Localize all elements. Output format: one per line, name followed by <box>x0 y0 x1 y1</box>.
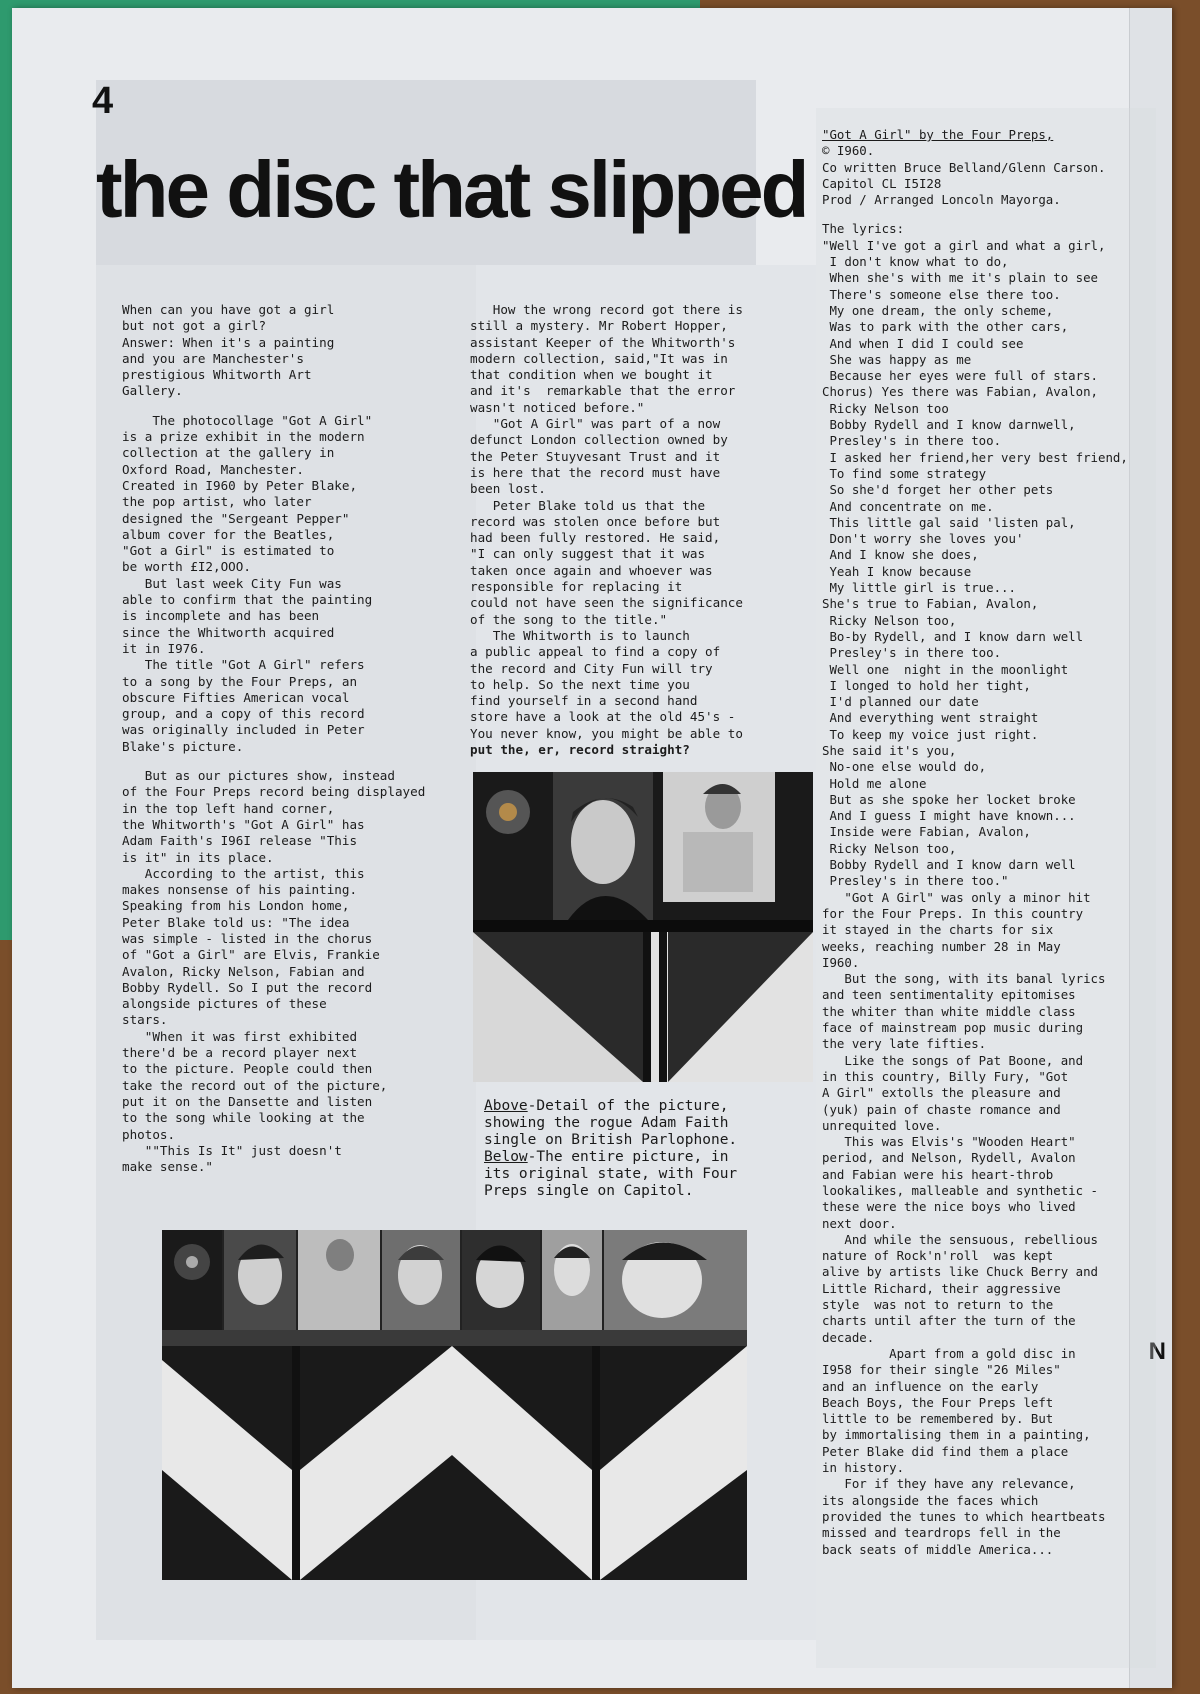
text-line: in this country, Billy Fury, "Got <box>822 1068 1069 1084</box>
text-line: © I960. <box>822 143 875 159</box>
text-line: period, and Nelson, Rydell, Avalon <box>822 1150 1076 1166</box>
text-line: missed and teardrops fell in the <box>822 1525 1061 1541</box>
text-line: find yourself in a second hand <box>470 693 698 709</box>
lyric-line: Bobby Rydell and I know darnwell, <box>822 417 1076 433</box>
lyric-line: Ricky Nelson too, <box>822 612 957 628</box>
lyric-line: But as she spoke her locket broke <box>822 791 1076 807</box>
text-line: to the picture. People could then <box>122 1061 373 1077</box>
text-line: be worth £I2,OOO. <box>122 559 251 575</box>
text-line: responsible for replacing it <box>470 579 683 595</box>
lyric-line: Yeah I know because <box>822 563 972 579</box>
lyric-line: She's true to Fabian, Avalon, <box>822 596 1039 612</box>
text-line: group, and a copy of this record <box>122 706 365 722</box>
lyric-line: When she's with me it's plain to see <box>822 270 1099 286</box>
text-line: the record and City Fun will try <box>470 660 713 676</box>
lyric-line: I asked her friend,her very best friend, <box>822 449 1128 465</box>
text-line: is a prize exhibit in the modern <box>122 429 365 445</box>
text-line: How the wrong record got there is <box>470 302 743 317</box>
text-line: lookalikes, malleable and synthetic - <box>822 1183 1099 1198</box>
text-line: there'd be a record player next <box>122 1045 358 1061</box>
text-line: ""This Is It" just doesn't <box>122 1142 342 1158</box>
text-line: is here that the record must have <box>470 464 721 480</box>
text-line: and teen sentimentality epitomises <box>822 987 1076 1003</box>
lyric-line: Chorus) Yes there was Fabian, Avalon, <box>822 384 1099 400</box>
text-line: is it" in its place. <box>122 849 274 865</box>
caption-below-label: Below <box>484 1149 528 1165</box>
text-line: Gallery. <box>122 383 183 399</box>
text-line: "When it was first exhibited <box>122 1028 358 1044</box>
text-line: defunct London collection owned by <box>470 432 728 448</box>
caption-line: showing the rogue Adam Faith <box>484 1115 729 1131</box>
text-line: But as our pictures show, instead <box>122 768 395 784</box>
text-line: stars. <box>122 1012 168 1028</box>
article-column-right <box>822 127 1152 1558</box>
text-line: able to confirm that the painting <box>122 592 373 608</box>
text-line: its alongside the faces which <box>822 1492 1039 1508</box>
lyric-line: No-one else would do, <box>822 759 987 775</box>
text-line: to a song by the Four Preps, an <box>122 673 358 689</box>
lyric-line: So she'd forget her other pets <box>822 482 1054 498</box>
text-line: take the record out of the picture, <box>122 1077 388 1093</box>
headline: the disc that slipped <box>96 145 807 234</box>
text-line: But last week City Fun was <box>122 575 342 591</box>
page-number: 4 <box>92 80 114 122</box>
text-line: alive by artists like Chuck Berry and <box>822 1264 1099 1280</box>
lyric-line: This little gal said 'listen pal, <box>822 514 1076 530</box>
caption-line: Preps single on Capitol. <box>484 1183 694 1199</box>
lyric-line: Don't worry she loves you' <box>822 531 1024 547</box>
lyric-line: Was to park with the other cars, <box>822 319 1069 335</box>
text-line: the pop artist, who later <box>122 494 312 510</box>
text-line: The photocollage "Got A Girl" <box>122 412 373 428</box>
text-line: Little Richard, their aggressive <box>822 1280 1061 1296</box>
text-line: been lost. <box>470 481 546 497</box>
text-line: designed the "Sergeant Pepper" <box>122 510 350 526</box>
text-line: since the Whitworth acquired <box>122 624 335 640</box>
lyric-line: Because her eyes were full of stars. <box>822 368 1099 384</box>
text-line: "Got A Girl" was only a minor hit <box>822 889 1091 905</box>
text-line: assistant Keeper of the Whitworth's <box>470 334 736 350</box>
text-line: "Got A Girl" was part of a now <box>470 416 721 432</box>
text-line: still a mystery. Mr Robert Hopper, <box>470 318 728 334</box>
text-line: was originally included in Peter <box>122 722 365 738</box>
text-line: This was Elvis's "Wooden Heart" <box>822 1134 1076 1150</box>
lyric-line: Ricky Nelson too, <box>822 840 957 856</box>
text-line: Prod / Arranged Loncoln Mayorga. <box>822 192 1061 208</box>
text-line: obscure Fifties American vocal <box>122 689 350 705</box>
text-line: style was not to return to the <box>822 1297 1054 1313</box>
text-line: Answer: When it's a painting <box>122 334 335 350</box>
text-line: alongside pictures of these <box>122 996 327 1012</box>
text-line: The Whitworth is to launch <box>470 627 690 643</box>
text-line: I960. <box>822 954 860 970</box>
text-line: for the Four Preps. In this country <box>822 905 1084 921</box>
text-line: it in I976. <box>122 640 206 656</box>
text-line: the whiter than white middle class <box>822 1003 1076 1019</box>
lyric-line: Presley's in there too." <box>822 873 1009 889</box>
lyric-line: "Well I've got a girl and what a girl, <box>822 237 1106 253</box>
caption-above-label: Above <box>484 1098 528 1114</box>
text-line: that condition when we bought it <box>470 367 713 383</box>
text-line: The title "Got A Girl" refers <box>122 657 365 673</box>
text-line: of the Four Preps record being displayed <box>122 784 426 800</box>
next-page-letter: N <box>1148 1338 1166 1365</box>
text-line: Apart from a gold disc in <box>822 1345 1076 1361</box>
text-line: unrequited love. <box>822 1117 942 1133</box>
text-line: next door. <box>822 1215 897 1231</box>
text-line-bold: put the, er, record straight? <box>470 742 690 758</box>
text-line: "I can only suggest that it was <box>470 546 706 562</box>
text-line: the very late fifties. <box>822 1036 987 1052</box>
text-line: (yuk) pain of chaste romance and <box>822 1101 1061 1117</box>
text-line: Capitol CL I5I28 <box>822 175 942 191</box>
text-line: Beach Boys, the Four Preps left <box>822 1394 1054 1410</box>
text-line: to help. So the next time you <box>470 676 690 692</box>
text-line: the Peter Stuyvesant Trust and it <box>470 448 721 464</box>
article-column-middle <box>470 302 785 758</box>
text-line: photos. <box>122 1126 176 1142</box>
text-line: charts until after the turn of the <box>822 1313 1076 1329</box>
lyric-line: Ricky Nelson too <box>822 400 949 416</box>
text-line: The lyrics: <box>822 221 905 237</box>
text-line: provided the tunes to which heartbeats <box>822 1508 1106 1524</box>
article-column-left <box>122 302 462 1175</box>
text-line: store have a look at the old 45's - <box>470 709 736 725</box>
text-line: and an influence on the early <box>822 1378 1039 1394</box>
text-line: back seats of middle America... <box>822 1541 1054 1557</box>
photo-detail-drawing <box>473 772 813 1082</box>
text-line: it stayed in the charts for six <box>822 922 1054 938</box>
lyric-line: She said it's you, <box>822 742 957 758</box>
lyric-line: To find some strategy <box>822 465 987 481</box>
lyric-line: My one dream, the only scheme, <box>822 302 1054 318</box>
record-credit-title: "Got A Girl" by the Four Preps, <box>822 127 1054 142</box>
text-line: could not have seen the significance <box>470 595 743 611</box>
lyric-line: Well one night in the moonlight <box>822 661 1069 677</box>
photo-entire-painting <box>162 1230 747 1580</box>
lyric-line: Inside were Fabian, Avalon, <box>822 824 1031 840</box>
text-line: Created in I960 by Peter Blake, <box>122 477 358 493</box>
text-line: You never know, you might be able to <box>470 725 743 741</box>
photo-painting-drawing <box>162 1230 747 1580</box>
text-line: a public appeal to find a copy of <box>470 644 721 660</box>
lyric-line: And everything went straight <box>822 710 1039 726</box>
text-line: And while the sensuous, rebellious <box>822 1231 1099 1247</box>
text-line: by immortalising them in a painting, <box>822 1427 1091 1443</box>
text-line: of "Got a Girl" are Elvis, Frankie <box>122 947 380 963</box>
text-line: record was stolen once before but <box>470 513 721 529</box>
text-line: put it on the Dansette and listen <box>122 1093 373 1109</box>
text-line: For if they have any relevance, <box>822 1476 1076 1492</box>
lyric-line: There's someone else there too. <box>822 286 1061 302</box>
lyric-line: I don't know what to do, <box>822 254 1009 270</box>
lyric-line: To keep my voice just right. <box>822 726 1039 742</box>
lyric-line: I longed to hold her tight, <box>822 677 1031 693</box>
text-line: Peter Blake told us that the <box>470 497 706 513</box>
text-line: album cover for the Beatles, <box>122 526 335 542</box>
text-line: but not got a girl? <box>122 318 267 334</box>
lyric-line: And I know she does, <box>822 547 979 563</box>
text-line: modern collection, said,"It was in <box>470 350 728 366</box>
photo-caption <box>484 1098 784 1200</box>
text-line: decade. <box>822 1329 875 1345</box>
text-line: and Fabian were his heart-throb <box>822 1166 1054 1182</box>
text-line: wasn't noticed before." <box>470 399 645 415</box>
text-line: Avalon, Ricky Nelson, Fabian and <box>122 963 365 979</box>
text-line: Co written Bruce Belland/Glenn Carson. <box>822 159 1106 175</box>
text-line: Blake's picture. <box>122 738 244 754</box>
text-line: Adam Faith's I96I release "This <box>122 833 358 849</box>
text-line: these were the nice boys who lived <box>822 1199 1076 1215</box>
text-line: nature of Rock'n'roll was kept <box>822 1248 1054 1264</box>
text-line: According to the artist, this <box>122 865 365 881</box>
text-line: in history. <box>822 1460 905 1476</box>
text-line: weeks, reaching number 28 in May <box>822 938 1061 954</box>
text-line: and it's remarkable that the error <box>470 383 736 399</box>
text-line: Peter Blake did find them a place <box>822 1443 1069 1459</box>
lyric-line: My little girl is true... <box>822 580 1016 596</box>
lyric-line: I'd planned our date <box>822 694 979 710</box>
text-line: A Girl" extolls the pleasure and <box>822 1085 1061 1101</box>
lyric-line: Bo-by Rydell, and I know darn well <box>822 628 1084 644</box>
lyric-line: Presley's in there too. <box>822 645 1002 661</box>
text-line: had been fully restored. He said, <box>470 530 721 546</box>
lyric-line: And when I did I could see <box>822 335 1024 351</box>
text-line: Bobby Rydell. So I put the record <box>122 979 373 995</box>
caption-below-text: -The entire picture, in <box>527 1149 729 1165</box>
lyric-line: And I guess I might have known... <box>822 808 1076 824</box>
text-line: Oxford Road, Manchester. <box>122 461 304 477</box>
text-line: of the song to the title." <box>470 611 668 627</box>
text-line: makes nonsense of his painting. <box>122 882 358 898</box>
text-line: taken once again and whoever was <box>470 562 713 578</box>
text-line: to the song while looking at the <box>122 1110 365 1126</box>
text-line: Speaking from his London home, <box>122 898 350 914</box>
text-line: I958 for their single "26 Miles" <box>822 1362 1061 1378</box>
text-line: Peter Blake told us: "The idea <box>122 914 350 930</box>
lyric-line: Hold me alone <box>822 775 927 791</box>
lyric-line: Bobby Rydell and I know darn well <box>822 857 1076 873</box>
text-line: make sense." <box>122 1159 213 1175</box>
text-line: Like the songs of Pat Boone, and <box>822 1052 1084 1068</box>
caption-line: single on British Parlophone. <box>484 1132 738 1148</box>
text-line: collection at the gallery in <box>122 445 335 461</box>
text-line: is incomplete and has been <box>122 608 320 624</box>
text-line: little to be remembered by. But <box>822 1411 1054 1427</box>
caption-above-text: -Detail of the picture, <box>527 1098 729 1114</box>
caption-line: its original state, with Four <box>484 1166 738 1182</box>
text-line: face of mainstream pop music during <box>822 1020 1084 1036</box>
text-line: the Whitworth's "Got A Girl" has <box>122 816 365 832</box>
text-line: prestigious Whitworth Art <box>122 367 312 383</box>
lyric-line: And concentrate on me. <box>822 498 994 514</box>
photo-detail-adam-faith <box>473 772 813 1082</box>
text-line: But the song, with its banal lyrics <box>822 971 1106 987</box>
text-line: was simple - listed in the chorus <box>122 930 373 946</box>
text-line: and you are Manchester's <box>122 350 304 366</box>
lyric-line: She was happy as me <box>822 351 972 367</box>
text-line: in the top left hand corner, <box>122 800 335 816</box>
lyric-line: Presley's in there too. <box>822 433 1002 449</box>
text-line: "Got a Girl" is estimated to <box>122 543 335 559</box>
text-line: When can you have got a girl <box>122 302 335 317</box>
